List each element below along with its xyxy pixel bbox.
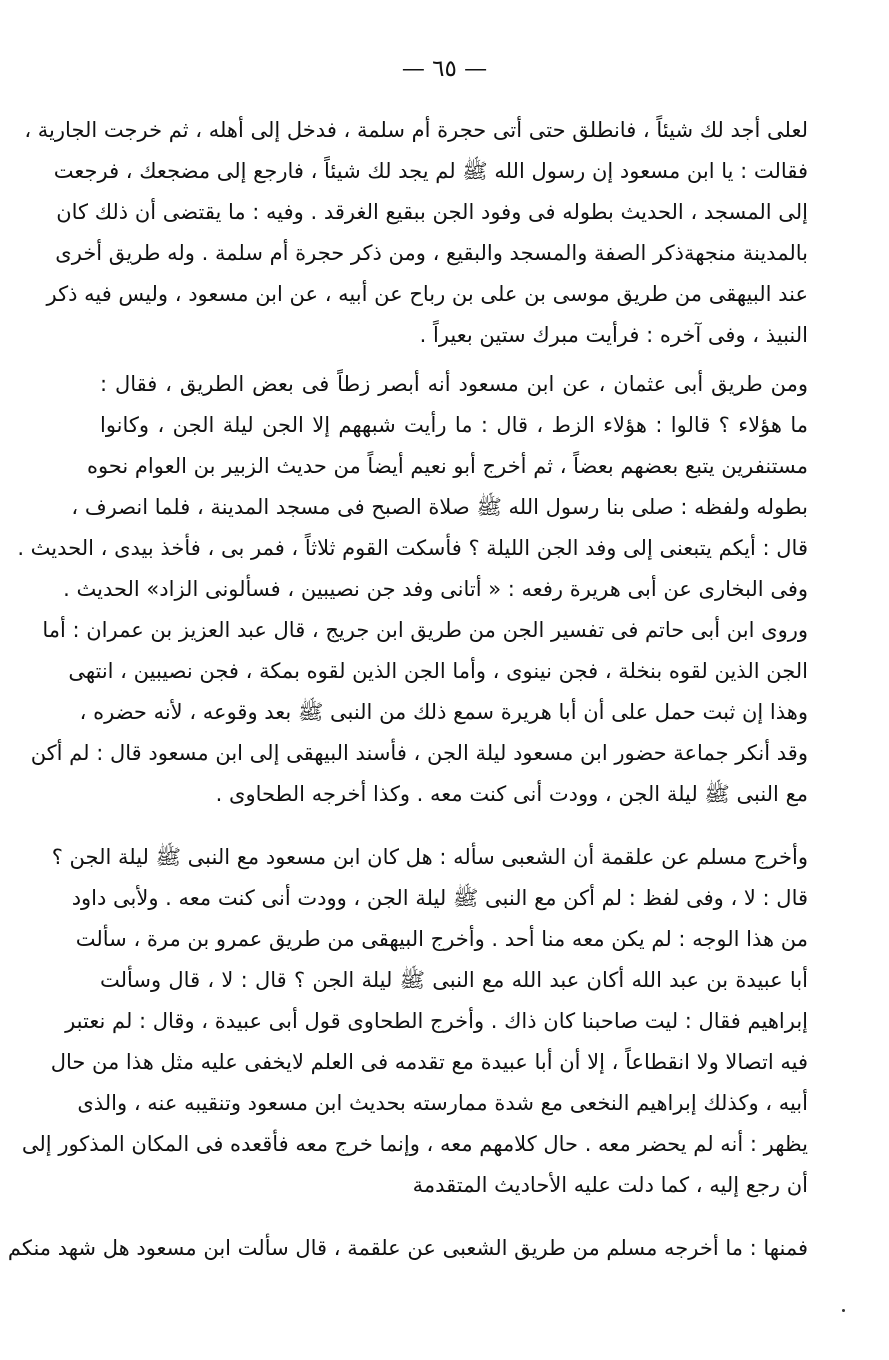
text-line: الجن الذين لقوه بنخلة ، فجن نينوى ، وأما الجن الذين لقوه بمكة ، فجن نصيبين ، انتهى: [68, 659, 808, 683]
body-text: [7, 110, 808, 1269]
text-line: إلى المسجد ، الحديث بطوله فى وفود الجن ببقيع الغرقد . وفيه : ما يقتضى أن ذلك كان: [56, 200, 808, 224]
text-line: يظهر : أنه لم يحضر معه . حال كلامهم معه ، وإنما خرج معه فأقعده فى المكان المذكور إلى: [21, 1132, 808, 1156]
text-line: أبا عبيدة بن عبد الله أكان عبد الله مع النبى ﷺ ليلة الجن ؟ قال : لا ، قال وسألت: [100, 968, 808, 992]
text-line: من هذا الوجه : لم يكن معه منا أحد . وأخرج البيهقى من طريق عمرو بن مرة ، سألت: [75, 927, 808, 951]
text-line: أبيه ، وكذلك إبراهيم النخعى مع شدة ممارسته بحديث ابن مسعود وتنقيبه عنه ، والذى: [77, 1091, 808, 1115]
paragraph-1: [24, 110, 808, 356]
text-line: أن رجع إليه ، كما دلت عليه الأحاديث المتقدمة: [412, 1173, 808, 1197]
text-line: إبراهيم فقال : ليت صاحبنا كان ذاك . وأخرج الطحاوى قول أبى عبيدة ، وقال : لم نعتبر: [65, 1009, 808, 1033]
text-line: فمنها : ما أخرجه مسلم من طريق الشعبى عن علقمة ، قال سألت ابن مسعود هل شهد منكم: [7, 1236, 808, 1260]
text-line: قال : أيكم يتبعنى إلى وفد الجن الليلة ؟ فأسكت القوم ثلاثاً ، فمر بى ، فأخذ بيدى ، الحديث .: [17, 536, 808, 560]
paragraph-6: [7, 1228, 808, 1269]
text-line: وقد أنكر جماعة حضور ابن مسعود ليلة الجن ، فأسند البيهقى إلى ابن مسعود قال : لم أكن: [30, 741, 808, 765]
text-line: مع النبى ﷺ ليلة الجن ، وودت أنى كنت معه . وكذا أخرجه الطحاوى .: [215, 782, 808, 806]
text-line: وأخرج مسلم عن علقمة أن الشعبى سأله : هل كان ابن مسعود مع النبى ﷺ ليلة الجن ؟: [51, 845, 808, 869]
text-line: وهذا إن ثبت حمل على أن أبا هريرة سمع ذلك من النبى ﷺ بعد وقوعه ، لأنه حضره ،: [79, 700, 808, 724]
paragraph-4: [30, 610, 808, 815]
text-line: النبيذ ، وفى آخره : فرأيت مبرك ستين بعيراً .: [419, 323, 808, 347]
text-line: ومن طريق أبى عثمان ، عن ابن مسعود أنه أبصر زطاً فى بعض الطريق ، فقال :: [100, 372, 808, 396]
text-line: بالمدينة منجهةذكر الصفة والمسجد والبقيع ، ومن ذكر حجرة أم سلمة . وله طريق أخرى: [55, 241, 808, 265]
paragraph-5: [21, 837, 808, 1206]
text-line: مستنفرين يتبع بعضهم بعضاً ، ثم أخرج أبو نعيم أيضاً من حديث الزبير بن العوام نحوه: [86, 454, 808, 478]
scan-speck: [842, 1309, 845, 1312]
text-line: بطوله ولفظه : صلى بنا رسول الله ﷺ صلاة الصبح فى مسجد المدينة ، فلما انصرف ،: [71, 495, 808, 519]
text-line: فقالت : يا ابن مسعود إن رسول الله ﷺ لم يجد لك شيئاً ، فارجع إلى مضجعك ، فرجعت: [53, 159, 808, 183]
text-line: قال : لا ، وفى لفظ : لم أكن مع النبى ﷺ ليلة الجن ، وودت أنى كنت معه . ولأبى داود: [71, 886, 808, 910]
text-line: لعلى أجد لك شيئاً ، فانطلق حتى أتى حجرة أم سلمة ، فدخل إلى أهله ، ثم خرجت الجارية ،: [24, 118, 808, 142]
text-line: فيه اتصالا ولا انقطاعاً ، إلا أن أبا عبيدة مع تقدمه فى العلم لايخفى عليه مثل هذا من حال: [50, 1050, 808, 1074]
text-line: وفى البخارى عن أبى هريرة رفعه : « أتانى وفد جن نصيبين ، فسألونى الزاد» الحديث .: [63, 577, 808, 601]
text-line: عند البيهقى من طريق موسى بن على بن رباح عن أبيه ، عن ابن مسعود ، وليس فيه ذكر: [46, 282, 808, 306]
text-line: ما هؤلاء ؟ قالوا : هؤلاء الزط ، قال : ما رأيت شبههم إلا الجن ليلة الجن ، وكانوا: [100, 413, 808, 437]
paragraph-2: [17, 364, 808, 569]
text-line: وروى ابن أبى حاتم فى تفسير الجن من طريق ابن جريج ، قال عبد العزيز بن عمران : أما: [42, 618, 808, 642]
paragraph-3: [63, 569, 808, 610]
page-number: — ٦٥ —: [401, 56, 488, 82]
